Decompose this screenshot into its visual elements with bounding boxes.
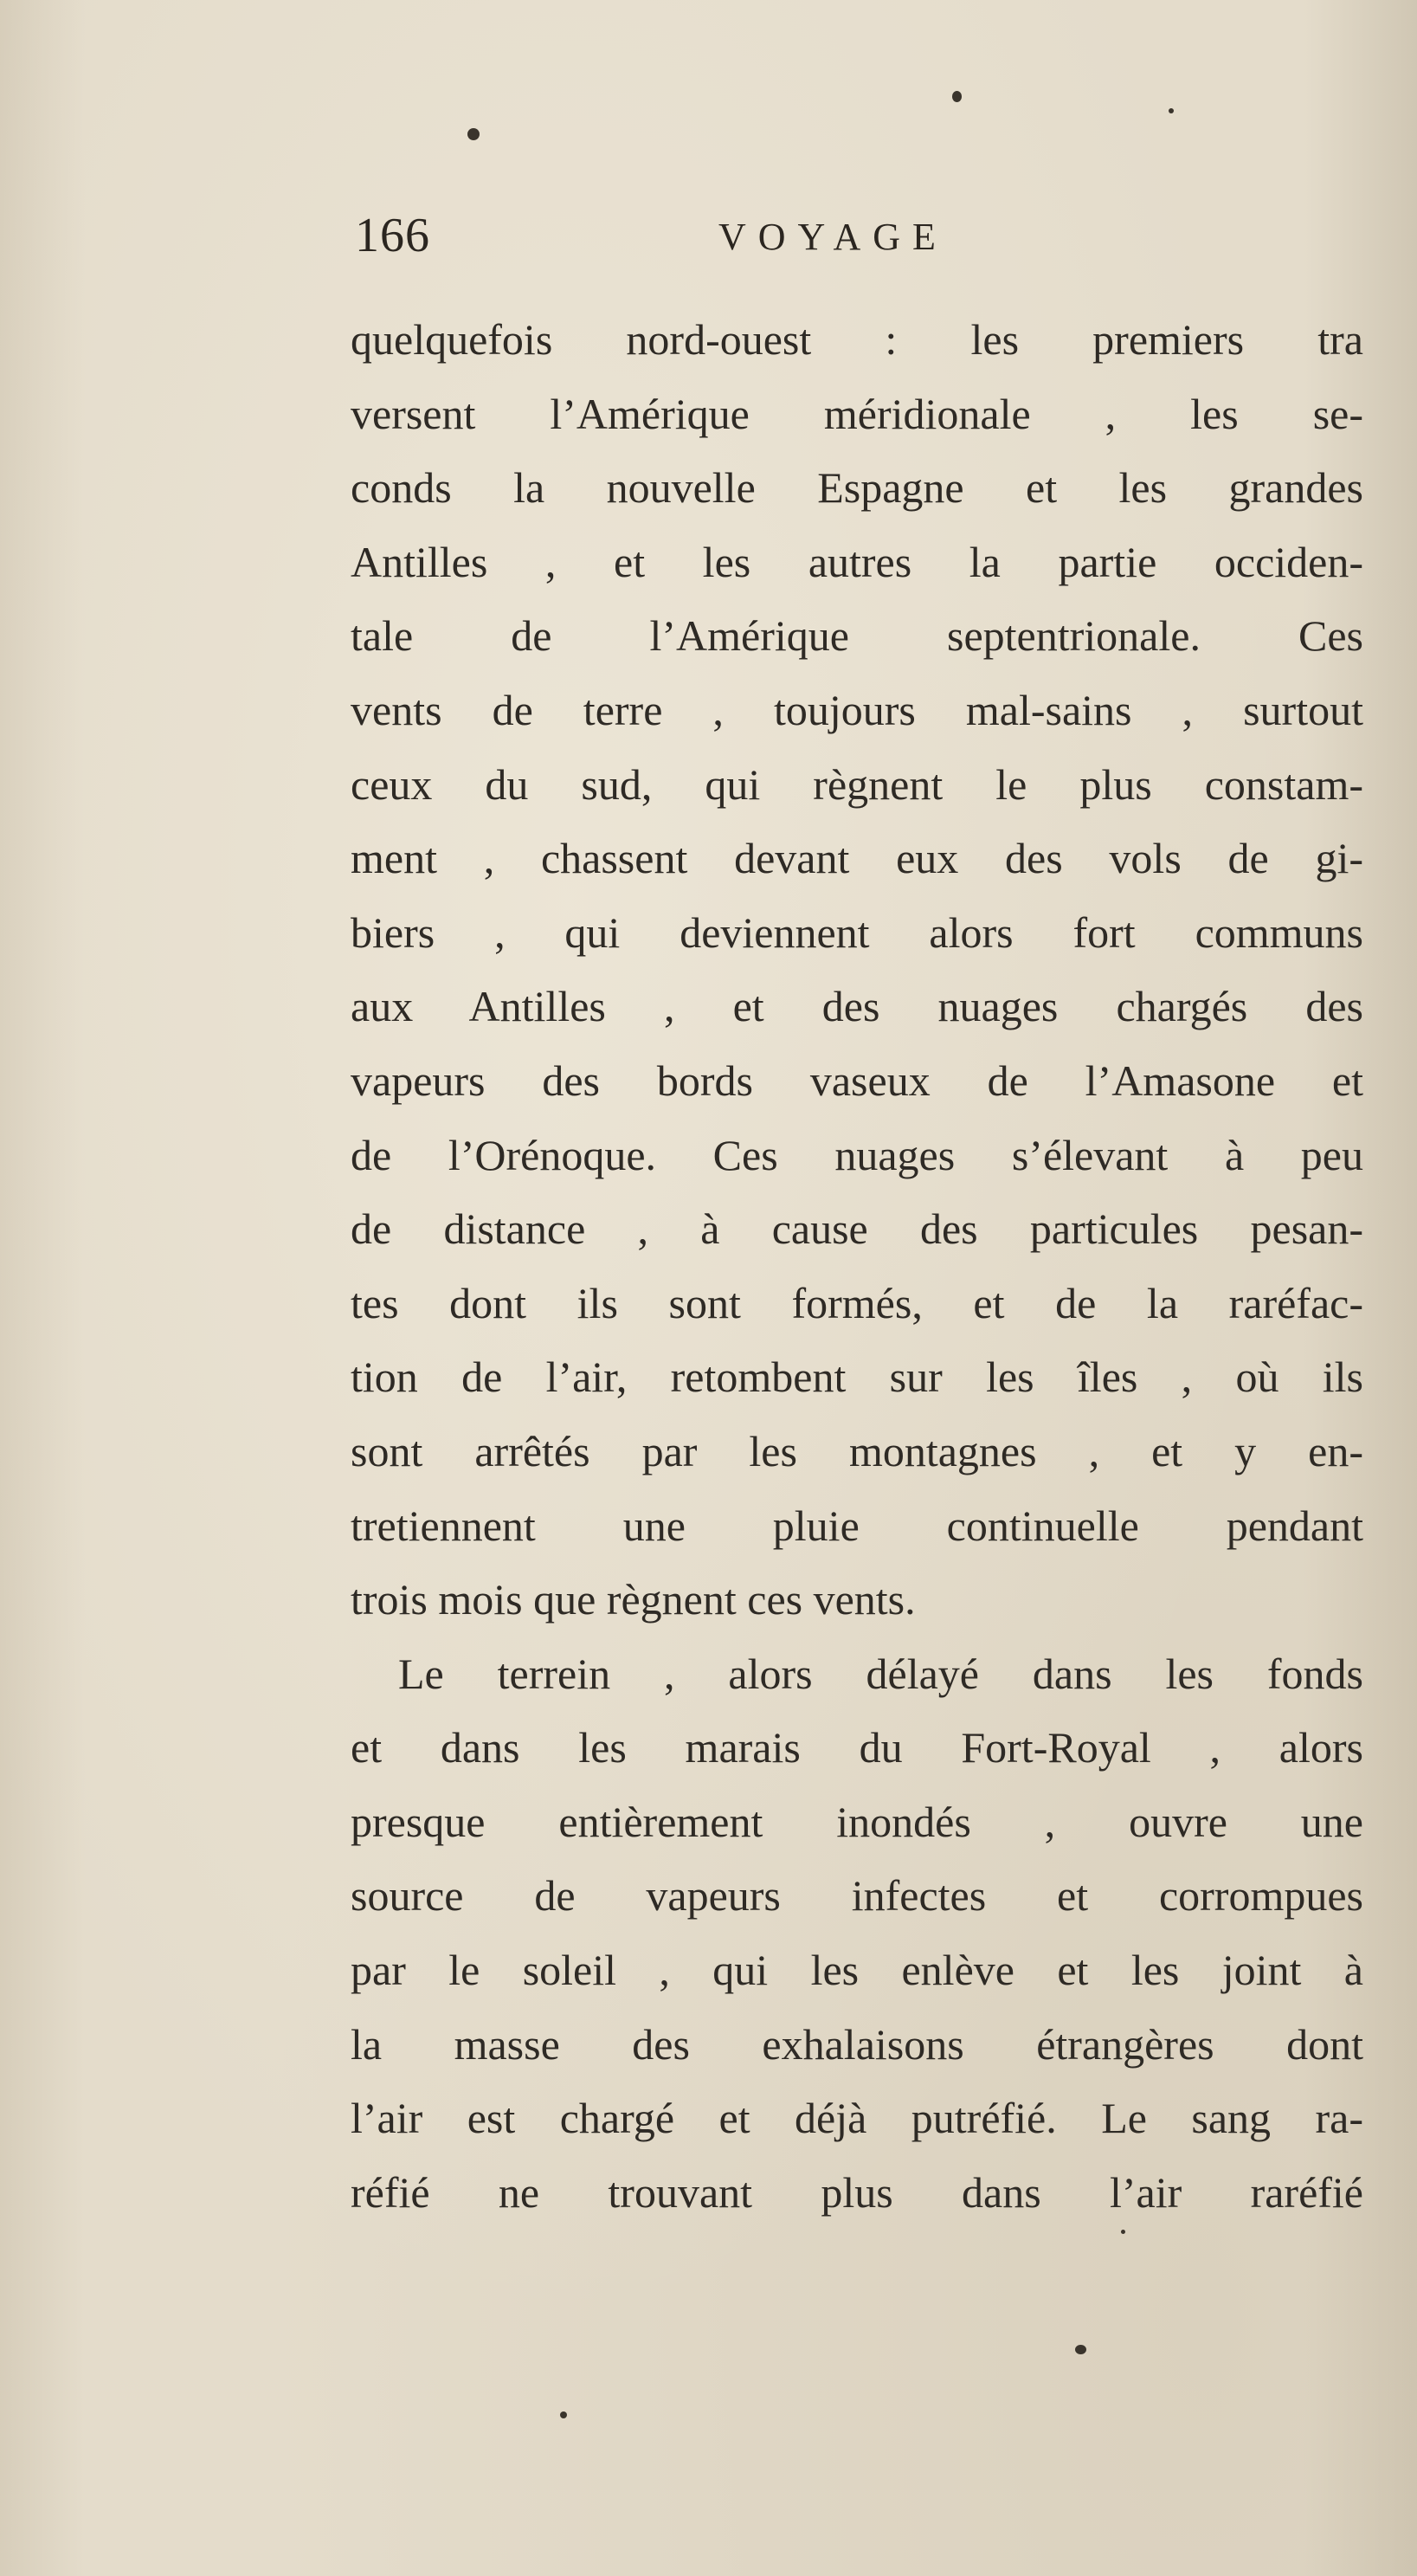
ink-speck (1121, 2230, 1125, 2234)
text-line: et dans les marais du Fort-Royal , alors (351, 1723, 1363, 1772)
text-line: ceux du sud, qui règnent le plus constam- (351, 759, 1363, 809)
text-line: presque entièrement inondés , ouvre une (351, 1797, 1363, 1846)
paragraph-end-line: trois mois que règnent ces vents. (351, 1575, 916, 1624)
text-line: vapeurs des bords vaseux de l’Amasone et (351, 1056, 1363, 1105)
ink-speck (1075, 2345, 1086, 2354)
text-line: de l’Orénoque. Ces nuages s’élevant à peu (351, 1130, 1363, 1179)
page-number: 166 (355, 209, 430, 262)
text-line: source de vapeurs infectes et corrompues (351, 1871, 1363, 1921)
text-line: biers , qui deviennent alors fort communs (351, 907, 1363, 957)
text-line: vents de terre , toujours mal-sains , surtout (351, 685, 1363, 734)
paragraph-start-line: Le terrein , alors délayé dans les fonds (398, 1649, 1363, 1698)
ink-speck (1169, 108, 1174, 113)
body-text (351, 303, 1363, 2230)
text-line: tes dont ils sont formés, et de la raréfac- (351, 1278, 1363, 1327)
text-line: aux Antilles , et des nuages chargés des (351, 982, 1363, 1031)
text-line: sont arrêtés par les montagnes , et y en- (351, 1426, 1363, 1475)
text-line: tion de l’air, retombent sur les îles , où ils (351, 1353, 1363, 1402)
running-title: VOYAGE (718, 216, 948, 258)
text-line: quelquefois nord-ouest : les premiers tra (351, 315, 1363, 364)
text-line: par le soleil , qui les enlève et les joint à (351, 1946, 1363, 1995)
ink-speck (467, 128, 480, 140)
text-line: ment , chassent devant eux des vols de gi- (351, 834, 1363, 883)
text-line: tretiennent une pluie continuelle pendant (351, 1501, 1363, 1550)
text-line: l’air est chargé et déjà putréfié. Le sang ra- (351, 2094, 1363, 2143)
text-line: conds la nouvelle Espagne et les grandes (351, 463, 1363, 513)
page-header (355, 208, 1134, 268)
ink-speck (560, 2411, 567, 2418)
text-line: la masse des exhalaisons étrangères dont (351, 2019, 1363, 2069)
text-line: versent l’Amérique méridionale , les se- (351, 389, 1363, 438)
text-line: de distance , à cause des particules pesan- (351, 1204, 1363, 1254)
text-line: Antilles , et les autres la partie occiden- (351, 537, 1363, 586)
text-line: réfié ne trouvant plus dans l’air raréfié (351, 2167, 1363, 2217)
ink-speck (952, 91, 962, 102)
text-line: tale de l’Amérique septentrionale. Ces (351, 611, 1363, 661)
